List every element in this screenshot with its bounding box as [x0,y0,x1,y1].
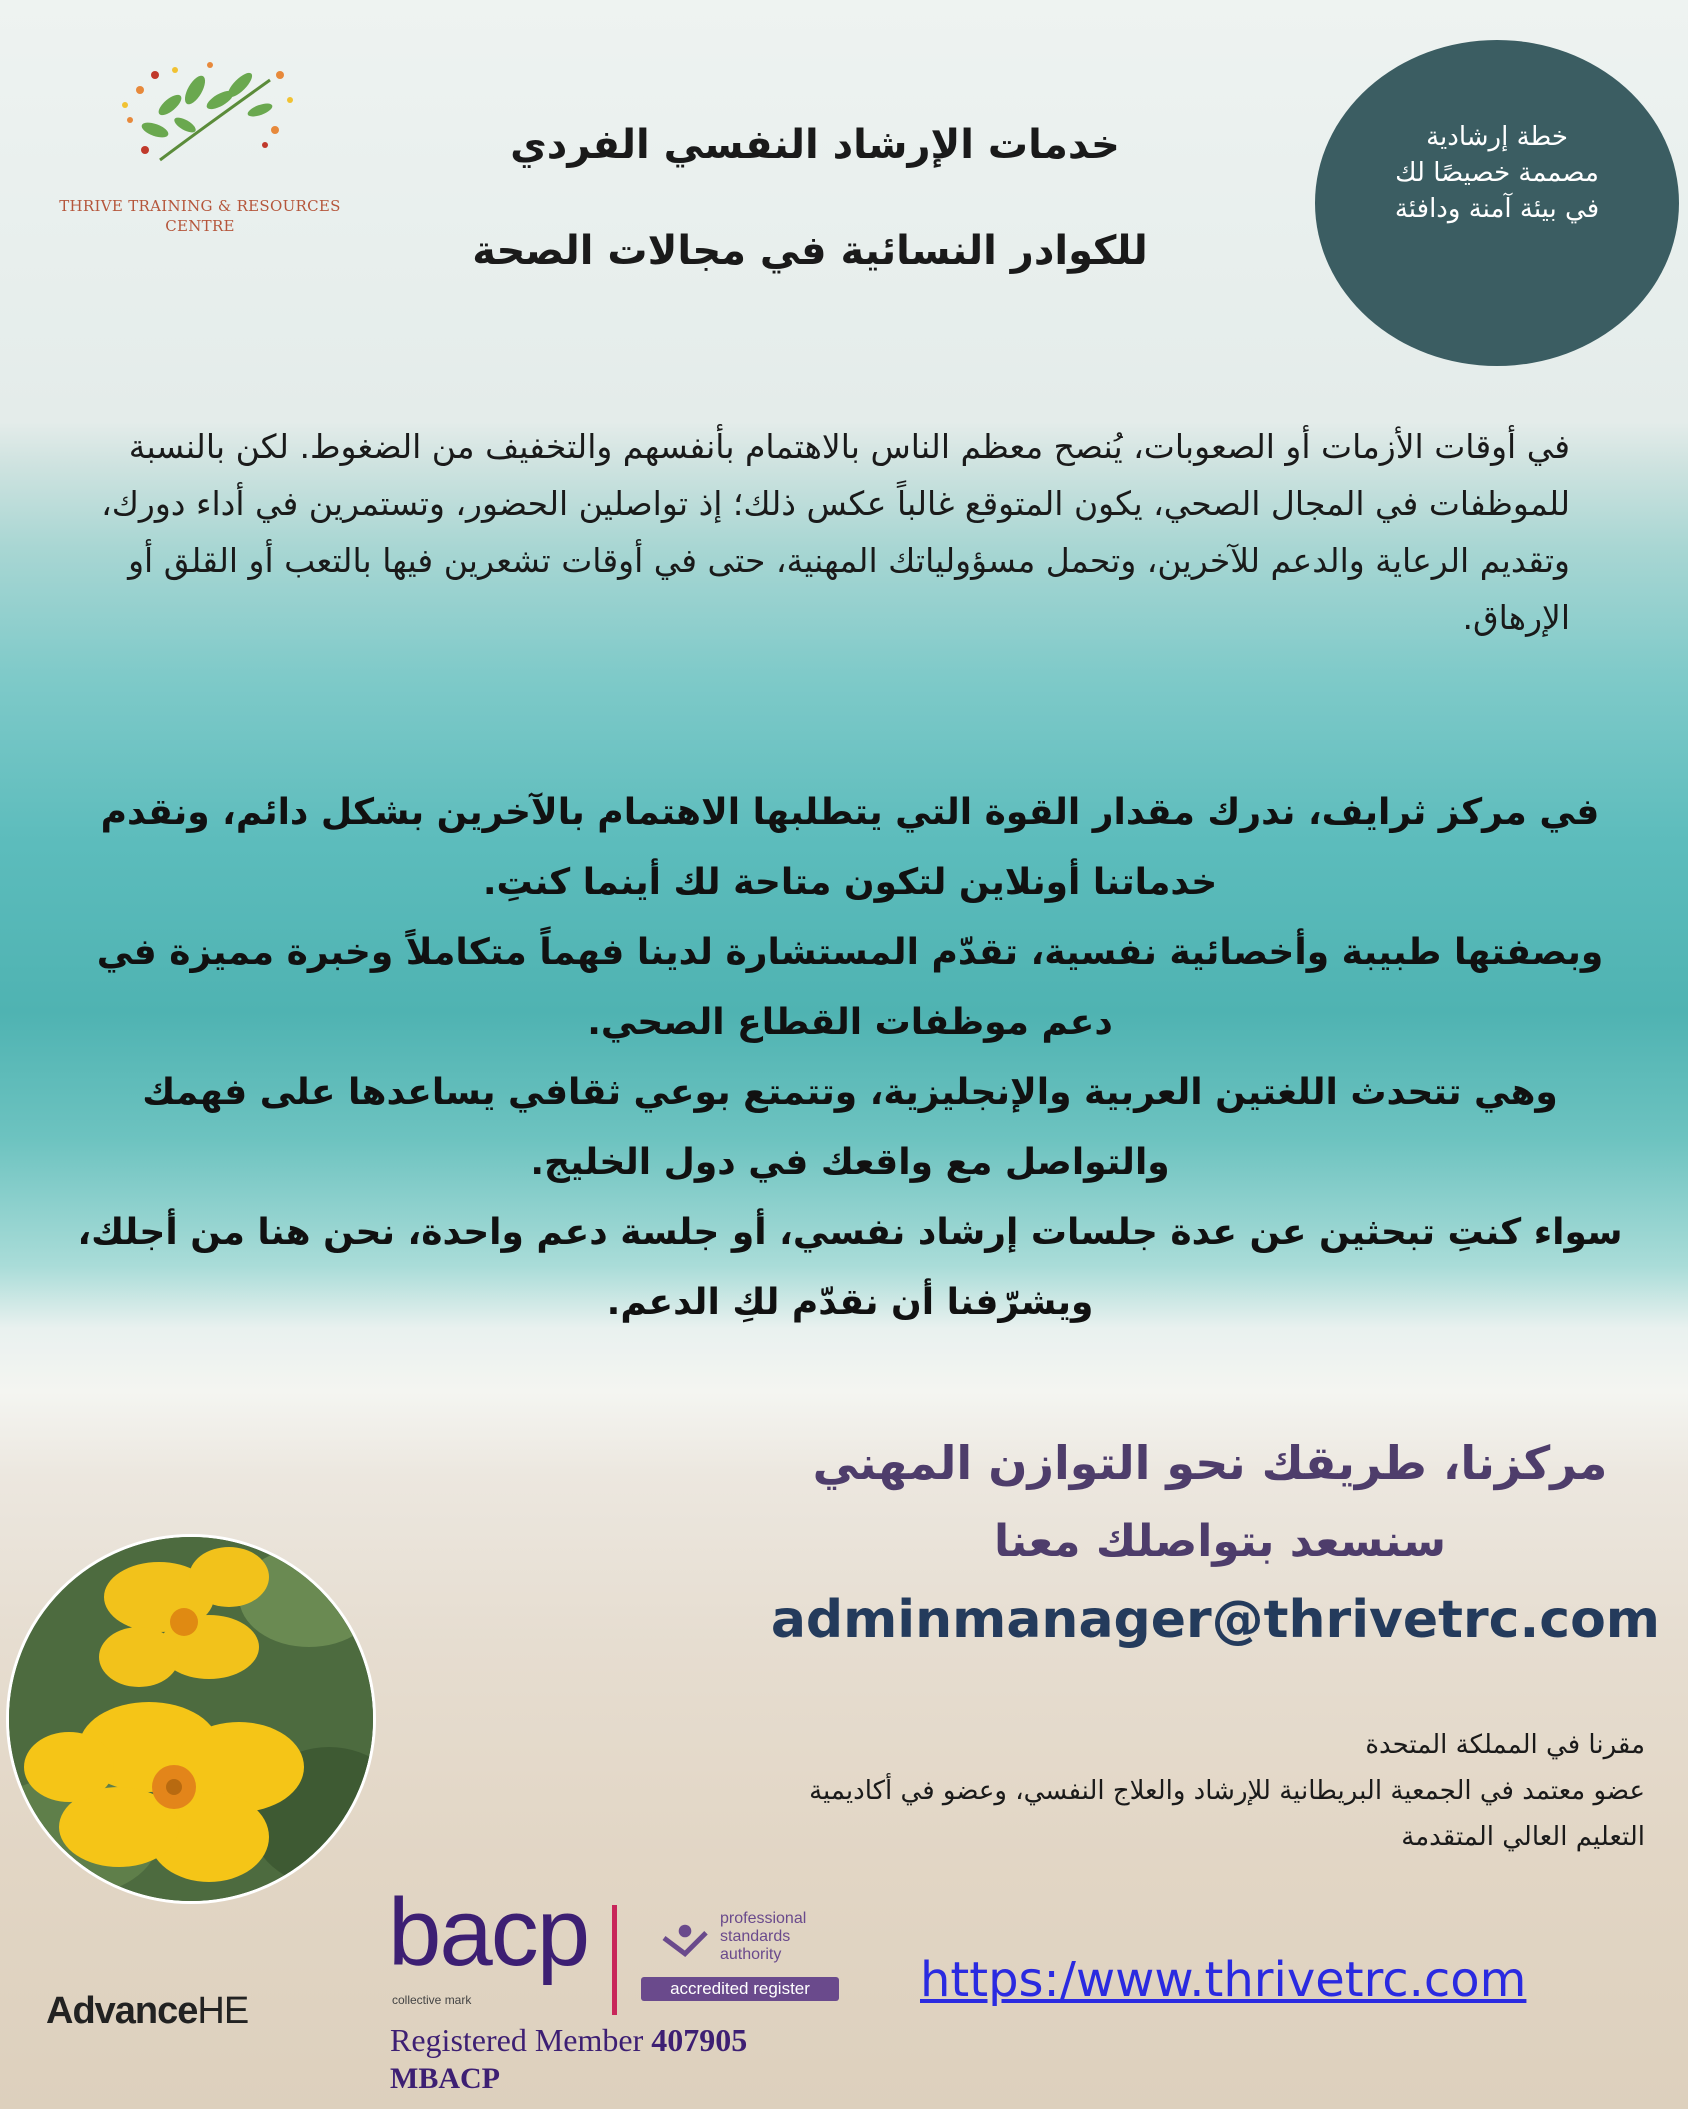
email-link[interactable]: adminmanager@thrivetrc.com [770,1590,1660,1650]
psa-check-icon [650,1908,720,1968]
registered-member-label: Registered Member [390,2022,644,2058]
advance-he-logo [46,1990,248,2033]
intro-paragraph: في أوقات الأزمات أو الصعوبات، يُنصح معظم الناس بالاهتمام بأنفسهم والتخفيف من الضغوط. لكن بالنسبة للموظفات في المجال الصحي، يكون المتوقع غالباً عكس ذلك؛ إذ تواصلين الحضور، وتستمرين في أداء دورك، وتقديم الرعاية والدعم للآخرين، وتحمل مسؤولياتك المهنية، حتى في أوقات تشعرين فيها بالتعب أو القلق أو الإرهاق. [101,427,1570,637]
psa-label-line: professional [720,1910,807,1927]
accreditation-line: عضو معتمد في الجمعية البريطانية للإرشاد والعلاج النفسي، وعضو في أكاديمية [809,1776,1645,1806]
bacp-collective-mark: collective mark [392,1993,472,2007]
tagline-primary: مركزنا، طريقك نحو التوازن المهني [812,1436,1608,1490]
advance-he-logo-suffix: HE [197,1990,249,2032]
badge-text: خطة إرشادية مصممة خصيصًا لك في بيئة آمنة ودافئة [1394,122,1600,224]
accreditation-line: مقرنا في المملكة المتحدة [1365,1730,1645,1760]
about-section [60,778,1640,1338]
leaf-branch-icon [100,50,300,180]
about-paragraph: سواء كنتِ تبحثين عن عدة جلسات إرشاد نفسي، أو جلسة دعم واحدة، نحن هنا من أجلك، ويشرّفنا أن نقدّم لكِ الدعم. [77,1212,1623,1323]
tagline-secondary: سنسعد بتواصلك معنا [993,1516,1447,1567]
page-subtitle: للكوادر النسائية في مجالات الصحة [472,228,1148,274]
accreditation-line: التعليم العالي المتقدمة [1401,1822,1645,1852]
info-circle-badge [1315,40,1679,366]
about-paragraph: وبصفتها طبيبة وأخصائية نفسية، تقدّم المستشارة لدينا فهماً متكاملاً وخبرة مميزة في دعم موظفات القطاع الصحي. [96,932,1604,1043]
about-paragraph: وهي تتحدث اللغتين العربية والإنجليزية، وتتمتع بوعي ثقافي يساعدها على فهمك والتواصل مع واقعك في دول الخليج. [142,1072,1558,1183]
advance-he-logo-prefix: Advance [46,1990,198,2032]
flower-image [6,1534,376,1904]
psa-label-line: authority [720,1946,782,1963]
bacp-logo: bacp [388,1879,589,1986]
accredited-register-badge: accredited register [641,1977,839,2001]
website-link[interactable]: https:/www.thrivetrc.com [920,1952,1527,2008]
page-title: خدمات الإرشاد النفسي الفردي [510,122,1120,168]
about-paragraph: في مركز ثرايف، ندرك مقدار القوة التي يتطلبها الاهتمام بالآخرين بشكل دائم، ونقدم خدماتنا أونلاين لتكون متاحة لك أينما كنتِ. [100,792,1600,903]
mbacp-label: MBACP [390,2062,500,2095]
psa-label [720,1910,806,1964]
accreditation-text [560,1722,1645,1860]
psa-label-line: standards [720,1928,791,1945]
registered-member [390,2022,747,2059]
logo-name: THRIVE TRAINING & RESOURCES CENTRE [59,197,341,235]
logo-divider [612,1905,617,2015]
registered-member-number: 407905 [651,2022,748,2058]
